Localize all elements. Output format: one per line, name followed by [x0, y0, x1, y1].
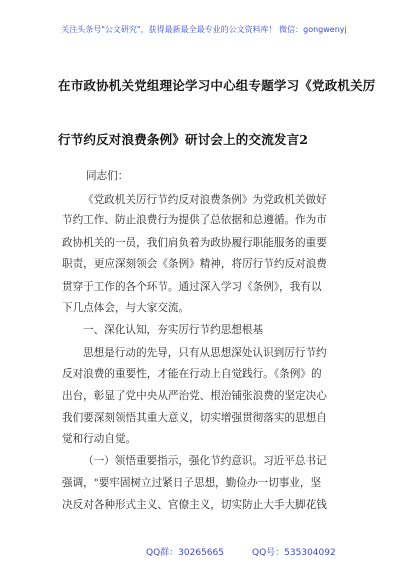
- body-line: 强调，"要牢固树立过紧日子思想，勤俭办一切事业，坚: [62, 477, 322, 489]
- body-line: 决反对各种形式主义、官僚主义，切实防止大手大脚花钱: [62, 499, 327, 511]
- body-line: 反对浪费的重要性，才能在行动上自觉践行。《条例》的: [62, 368, 322, 380]
- body-line: 职责，更应深刻领会《条例》精神，将厉行节约反对浪费: [62, 258, 327, 270]
- document-title-line-1: 在市政协机关党组理论学习中心组专题学习《党政机关厉: [58, 78, 376, 93]
- body-line: 出台，彰显了党中央从严治党、根治铺张浪费的坚定决心: [62, 390, 327, 402]
- header-promo-note: 关注头条号"公文研究"，获得最新最全最专业的公文资料库！ 微信：gongwenyj: [61, 25, 347, 34]
- body-line: 节约工作、防止浪费行为提供了总依据和总遵循。作为市: [62, 214, 327, 226]
- body-line: 贯穿于工作的各个环节。通过深入学习《条例》，我有以: [62, 281, 322, 293]
- footer-qq-number: QQ号：535304092: [252, 548, 336, 558]
- section-heading: 一、深化认知，夯实厉行节约思想根基: [83, 324, 264, 336]
- body-line: 思想是行动的先导，只有从思想深处认识到厉行节约: [83, 347, 327, 359]
- body-line: 我们要深刻领悟其重大意义，切实增强贯彻落实的思想自: [62, 412, 327, 424]
- body-line: 下几点体会，与大家交流。: [62, 302, 190, 314]
- salutation: 同志们：: [86, 170, 129, 182]
- body-line: 《党政机关厉行节约反对浪费条例》为党政机关做好: [83, 194, 327, 206]
- body-line: （一）领悟重要指示，强化节约意识。习近平总书记: [83, 455, 327, 467]
- body-line: 政协机关的一员，我们肩负着为政协履行职能服务的重要: [62, 237, 327, 249]
- body-line: 觉和行动自觉。: [62, 433, 137, 445]
- footer-qq-group: QQ群：30265665: [146, 548, 224, 558]
- document-title-line-2: 行节约反对浪费条例》研讨会上的交流发言2: [58, 132, 309, 147]
